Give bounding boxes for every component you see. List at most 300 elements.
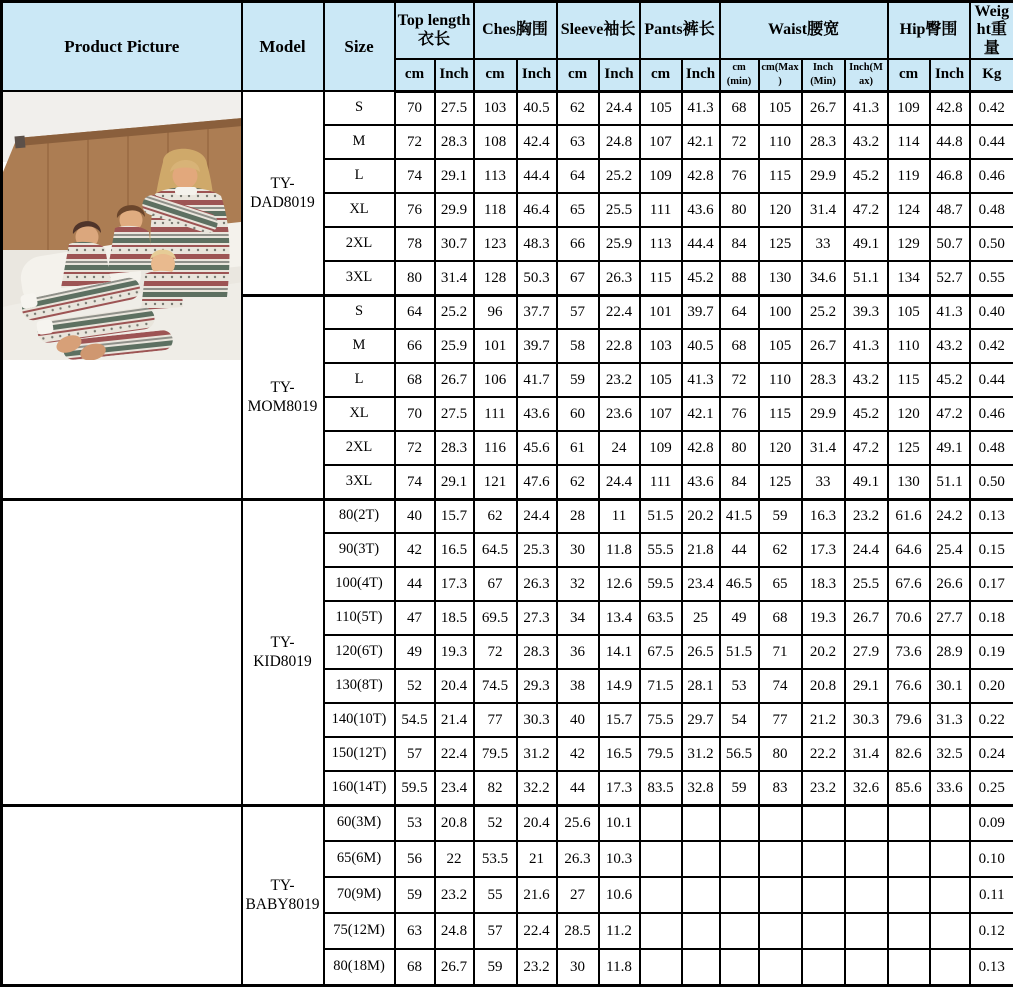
value-cell: 26.6	[930, 567, 970, 601]
value-cell	[720, 877, 759, 913]
size-cell: 90(3T)	[324, 533, 395, 567]
value-cell: 76	[395, 193, 435, 227]
value-cell: 74	[759, 669, 802, 703]
value-cell: 129	[888, 227, 930, 261]
value-cell: 23.2	[517, 949, 557, 985]
size-cell: M	[324, 125, 395, 159]
value-cell: 68	[395, 949, 435, 985]
value-cell: 26.3	[599, 261, 640, 295]
size-cell: 120(6T)	[324, 635, 395, 669]
value-cell: 46.4	[517, 193, 557, 227]
value-cell: 72	[395, 431, 435, 465]
value-cell: 28.3	[517, 635, 557, 669]
value-cell: 25.3	[517, 533, 557, 567]
value-cell: 64	[557, 159, 599, 193]
value-cell: 70	[395, 91, 435, 125]
value-cell: 11.2	[599, 913, 640, 949]
value-cell: 84	[720, 465, 759, 499]
size-cell: 80(18M)	[324, 949, 395, 985]
value-cell: 40	[395, 499, 435, 533]
value-cell: 134	[888, 261, 930, 295]
value-cell: 23.6	[599, 397, 640, 431]
column-header-hip: Hip臀围	[888, 2, 970, 60]
value-cell: 43.6	[682, 465, 720, 499]
table-row	[2, 499, 1013, 533]
value-cell: 80	[395, 261, 435, 295]
value-cell: 53	[720, 669, 759, 703]
value-cell: 110	[759, 125, 802, 159]
value-cell: 29.1	[435, 159, 474, 193]
value-cell: 74.5	[474, 669, 517, 703]
value-cell	[802, 877, 845, 913]
value-cell: 42.1	[682, 397, 720, 431]
value-cell: 67	[474, 567, 517, 601]
value-cell: 21.2	[802, 703, 845, 737]
value-cell: 30.7	[435, 227, 474, 261]
value-cell: 120	[888, 397, 930, 431]
value-cell: 48.3	[517, 227, 557, 261]
value-cell: 36	[557, 635, 599, 669]
subheader-waist-cm-min: cm (min)	[720, 59, 759, 91]
value-cell: 24.4	[599, 91, 640, 125]
value-cell: 71.5	[640, 669, 682, 703]
value-cell: 48.7	[930, 193, 970, 227]
model-cell: TY-BABY8019	[242, 805, 324, 985]
value-cell	[759, 841, 802, 877]
value-cell: 106	[474, 363, 517, 397]
value-cell: 51.5	[640, 499, 682, 533]
value-cell: 0.10	[970, 841, 1013, 877]
value-cell: 107	[640, 125, 682, 159]
value-cell: 12.6	[599, 567, 640, 601]
size-cell: 3XL	[324, 261, 395, 295]
value-cell: 105	[640, 363, 682, 397]
value-cell: 55.5	[640, 533, 682, 567]
value-cell: 47	[395, 601, 435, 635]
value-cell: 0.13	[970, 499, 1013, 533]
product-picture-cell	[2, 91, 242, 499]
value-cell: 33	[802, 465, 845, 499]
value-cell: 59	[557, 363, 599, 397]
size-cell: 3XL	[324, 465, 395, 499]
value-cell: 0.13	[970, 949, 1013, 985]
value-cell: 16.5	[435, 533, 474, 567]
subheader-top-length-inch: Inch	[435, 59, 474, 91]
value-cell: 26.7	[435, 363, 474, 397]
value-cell: 78	[395, 227, 435, 261]
value-cell: 0.46	[970, 159, 1013, 193]
value-cell: 0.44	[970, 125, 1013, 159]
value-cell: 23.2	[802, 771, 845, 805]
subheader-pants-cm: cm	[640, 59, 682, 91]
value-cell: 0.46	[970, 397, 1013, 431]
value-cell: 110	[759, 363, 802, 397]
value-cell: 30.1	[930, 669, 970, 703]
value-cell: 96	[474, 295, 517, 329]
subheader-sleeve-inch: Inch	[599, 59, 640, 91]
value-cell: 42.8	[682, 431, 720, 465]
value-cell: 47.2	[845, 431, 888, 465]
value-cell: 27.5	[435, 397, 474, 431]
value-cell: 76.6	[888, 669, 930, 703]
value-cell: 13.4	[599, 601, 640, 635]
value-cell: 66	[557, 227, 599, 261]
value-cell: 73.6	[888, 635, 930, 669]
value-cell: 10.6	[599, 877, 640, 913]
value-cell: 82	[474, 771, 517, 805]
value-cell: 27	[557, 877, 599, 913]
value-cell	[888, 913, 930, 949]
value-cell: 27.5	[435, 91, 474, 125]
value-cell: 103	[640, 329, 682, 363]
value-cell: 45.2	[845, 159, 888, 193]
value-cell: 26.7	[802, 91, 845, 125]
value-cell	[888, 841, 930, 877]
value-cell: 30.3	[845, 703, 888, 737]
value-cell: 15.7	[435, 499, 474, 533]
value-cell: 32.5	[930, 737, 970, 771]
value-cell: 54	[720, 703, 759, 737]
value-cell: 120	[759, 193, 802, 227]
value-cell: 22.2	[802, 737, 845, 771]
value-cell: 30.3	[517, 703, 557, 737]
value-cell: 0.55	[970, 261, 1013, 295]
value-cell: 17.3	[435, 567, 474, 601]
value-cell: 29.1	[435, 465, 474, 499]
value-cell	[640, 805, 682, 841]
subheader-waist-inch-min: Inch (Min)	[802, 59, 845, 91]
value-cell: 24.4	[517, 499, 557, 533]
value-cell: 0.12	[970, 913, 1013, 949]
value-cell: 105	[759, 329, 802, 363]
value-cell: 57	[474, 913, 517, 949]
size-cell: 130(8T)	[324, 669, 395, 703]
value-cell	[682, 877, 720, 913]
value-cell: 110	[888, 329, 930, 363]
value-cell: 28.3	[435, 431, 474, 465]
size-cell: 150(12T)	[324, 737, 395, 771]
value-cell: 52	[395, 669, 435, 703]
value-cell: 69.5	[474, 601, 517, 635]
value-cell: 113	[474, 159, 517, 193]
value-cell: 41.3	[682, 363, 720, 397]
value-cell: 109	[640, 159, 682, 193]
value-cell: 29.3	[517, 669, 557, 703]
subheader-waist-inch-max: Inch(Max)	[845, 59, 888, 91]
value-cell: 22.4	[599, 295, 640, 329]
value-cell: 57	[395, 737, 435, 771]
value-cell: 29.9	[802, 397, 845, 431]
value-cell: 125	[759, 227, 802, 261]
value-cell: 47.2	[930, 397, 970, 431]
value-cell: 62	[759, 533, 802, 567]
value-cell: 28.3	[802, 363, 845, 397]
value-cell: 130	[759, 261, 802, 295]
value-cell: 115	[888, 363, 930, 397]
value-cell	[845, 949, 888, 985]
value-cell: 45.2	[930, 363, 970, 397]
value-cell: 109	[640, 431, 682, 465]
value-cell: 42	[395, 533, 435, 567]
value-cell	[802, 949, 845, 985]
value-cell: 0.11	[970, 877, 1013, 913]
value-cell	[930, 913, 970, 949]
size-cell: 100(4T)	[324, 567, 395, 601]
value-cell	[720, 841, 759, 877]
value-cell: 44.4	[517, 159, 557, 193]
value-cell: 20.2	[682, 499, 720, 533]
value-cell: 80	[720, 193, 759, 227]
value-cell: 59	[759, 499, 802, 533]
value-cell	[720, 913, 759, 949]
value-cell: 43.2	[845, 363, 888, 397]
subheader-hip-inch: Inch	[930, 59, 970, 91]
value-cell	[720, 949, 759, 985]
value-cell: 22.4	[517, 913, 557, 949]
value-cell: 0.17	[970, 567, 1013, 601]
value-cell: 115	[640, 261, 682, 295]
value-cell: 63.5	[640, 601, 682, 635]
value-cell: 39.7	[517, 329, 557, 363]
value-cell	[802, 913, 845, 949]
value-cell: 22	[435, 841, 474, 877]
size-cell: L	[324, 363, 395, 397]
value-cell: 52.7	[930, 261, 970, 295]
value-cell: 30	[557, 949, 599, 985]
value-cell: 41.7	[517, 363, 557, 397]
value-cell: 49	[720, 601, 759, 635]
value-cell: 88	[720, 261, 759, 295]
value-cell: 44.4	[682, 227, 720, 261]
value-cell: 50.7	[930, 227, 970, 261]
value-cell: 40.5	[682, 329, 720, 363]
value-cell	[682, 913, 720, 949]
value-cell	[888, 805, 930, 841]
value-cell: 20.8	[802, 669, 845, 703]
value-cell: 68	[759, 601, 802, 635]
size-cell: 65(6M)	[324, 841, 395, 877]
value-cell: 67.5	[640, 635, 682, 669]
value-cell: 52	[474, 805, 517, 841]
value-cell: 83.5	[640, 771, 682, 805]
value-cell: 49.1	[845, 227, 888, 261]
size-cell: 75(12M)	[324, 913, 395, 949]
size-cell: XL	[324, 193, 395, 227]
value-cell: 27.7	[930, 601, 970, 635]
value-cell: 46.5	[720, 567, 759, 601]
value-cell: 32	[557, 567, 599, 601]
value-cell: 25.9	[599, 227, 640, 261]
value-cell	[759, 913, 802, 949]
value-cell: 26.3	[557, 841, 599, 877]
value-cell: 114	[888, 125, 930, 159]
size-cell: 70(9M)	[324, 877, 395, 913]
value-cell: 42.8	[682, 159, 720, 193]
value-cell: 0.48	[970, 193, 1013, 227]
value-cell: 26.7	[802, 329, 845, 363]
value-cell: 23.4	[682, 567, 720, 601]
value-cell: 25.2	[599, 159, 640, 193]
value-cell: 59	[474, 949, 517, 985]
value-cell: 33	[802, 227, 845, 261]
value-cell: 20.2	[802, 635, 845, 669]
value-cell: 0.25	[970, 771, 1013, 805]
value-cell: 28.5	[557, 913, 599, 949]
value-cell: 31.2	[517, 737, 557, 771]
value-cell: 64.6	[888, 533, 930, 567]
value-cell: 25.5	[599, 193, 640, 227]
value-cell: 105	[759, 91, 802, 125]
value-cell: 59.5	[395, 771, 435, 805]
value-cell: 27.3	[517, 601, 557, 635]
value-cell: 20.4	[435, 669, 474, 703]
value-cell: 18.3	[802, 567, 845, 601]
subheader-top-length-cm: cm	[395, 59, 435, 91]
value-cell: 39.7	[682, 295, 720, 329]
table-body	[2, 91, 1013, 985]
value-cell: 10.1	[599, 805, 640, 841]
value-cell: 14.1	[599, 635, 640, 669]
size-cell: S	[324, 295, 395, 329]
value-cell: 70.6	[888, 601, 930, 635]
value-cell: 17.3	[802, 533, 845, 567]
value-cell: 49	[395, 635, 435, 669]
value-cell: 101	[474, 329, 517, 363]
value-cell: 0.18	[970, 601, 1013, 635]
value-cell: 0.50	[970, 465, 1013, 499]
value-cell	[682, 841, 720, 877]
column-header-product-picture: Product Picture	[2, 2, 242, 92]
column-header-model: Model	[242, 2, 324, 92]
value-cell: 22.8	[599, 329, 640, 363]
column-header-chest: Ches胸围	[474, 2, 557, 60]
value-cell: 118	[474, 193, 517, 227]
value-cell: 29.7	[682, 703, 720, 737]
value-cell: 45.2	[682, 261, 720, 295]
value-cell: 42.1	[682, 125, 720, 159]
value-cell	[640, 913, 682, 949]
column-header-size: Size	[324, 2, 395, 92]
value-cell: 34	[557, 601, 599, 635]
value-cell	[845, 841, 888, 877]
size-cell: M	[324, 329, 395, 363]
value-cell: 21	[517, 841, 557, 877]
value-cell: 113	[640, 227, 682, 261]
value-cell: 56	[395, 841, 435, 877]
value-cell: 32.2	[517, 771, 557, 805]
value-cell: 34.6	[802, 261, 845, 295]
value-cell: 0.42	[970, 91, 1013, 125]
value-cell: 11.8	[599, 949, 640, 985]
value-cell: 128	[474, 261, 517, 295]
value-cell: 0.22	[970, 703, 1013, 737]
value-cell: 59	[395, 877, 435, 913]
value-cell	[640, 877, 682, 913]
value-cell: 21.4	[435, 703, 474, 737]
value-cell: 53.5	[474, 841, 517, 877]
value-cell: 26.7	[845, 601, 888, 635]
value-cell: 0.09	[970, 805, 1013, 841]
value-cell: 39.3	[845, 295, 888, 329]
value-cell: 24.8	[435, 913, 474, 949]
value-cell: 19.3	[802, 601, 845, 635]
value-cell: 40.5	[517, 91, 557, 125]
value-cell: 53	[395, 805, 435, 841]
value-cell: 31.4	[802, 193, 845, 227]
value-cell: 60	[557, 397, 599, 431]
value-cell: 123	[474, 227, 517, 261]
value-cell: 62	[474, 499, 517, 533]
value-cell: 111	[474, 397, 517, 431]
value-cell	[845, 805, 888, 841]
value-cell: 29.1	[845, 669, 888, 703]
value-cell: 41.3	[845, 329, 888, 363]
value-cell: 62	[557, 465, 599, 499]
value-cell: 57	[557, 295, 599, 329]
value-cell: 72	[720, 363, 759, 397]
value-cell: 68	[720, 329, 759, 363]
value-cell: 41.3	[930, 295, 970, 329]
value-cell: 28.9	[930, 635, 970, 669]
value-cell: 41.5	[720, 499, 759, 533]
value-cell: 44	[557, 771, 599, 805]
value-cell: 42.8	[930, 91, 970, 125]
value-cell: 75.5	[640, 703, 682, 737]
value-cell: 25.2	[802, 295, 845, 329]
value-cell: 100	[759, 295, 802, 329]
value-cell: 25.6	[557, 805, 599, 841]
value-cell: 45.2	[845, 397, 888, 431]
value-cell: 47.6	[517, 465, 557, 499]
value-cell: 0.40	[970, 295, 1013, 329]
value-cell: 46.8	[930, 159, 970, 193]
value-cell: 29.9	[802, 159, 845, 193]
value-cell: 111	[640, 193, 682, 227]
value-cell: 44	[395, 567, 435, 601]
value-cell: 37.7	[517, 295, 557, 329]
value-cell: 32.8	[682, 771, 720, 805]
size-cell: L	[324, 159, 395, 193]
model-cell: TY-DAD8019	[242, 91, 324, 295]
value-cell: 25.2	[435, 295, 474, 329]
value-cell	[845, 913, 888, 949]
value-cell: 72	[395, 125, 435, 159]
subheader-waist-cm-max: cm(Max)	[759, 59, 802, 91]
value-cell: 76	[720, 397, 759, 431]
value-cell: 125	[759, 465, 802, 499]
value-cell	[888, 949, 930, 985]
value-cell	[682, 805, 720, 841]
value-cell: 64	[395, 295, 435, 329]
value-cell: 55	[474, 877, 517, 913]
product-picture-empty-cell	[2, 499, 242, 805]
value-cell: 17.3	[599, 771, 640, 805]
value-cell: 25.5	[845, 567, 888, 601]
value-cell: 67.6	[888, 567, 930, 601]
value-cell: 58	[557, 329, 599, 363]
value-cell: 0.44	[970, 363, 1013, 397]
size-cell: XL	[324, 397, 395, 431]
value-cell	[930, 841, 970, 877]
subheader-chest-cm: cm	[474, 59, 517, 91]
value-cell: 0.15	[970, 533, 1013, 567]
value-cell: 28.1	[682, 669, 720, 703]
value-cell: 63	[395, 913, 435, 949]
value-cell: 72	[474, 635, 517, 669]
value-cell: 51.1	[845, 261, 888, 295]
value-cell: 30	[557, 533, 599, 567]
value-cell: 64.5	[474, 533, 517, 567]
